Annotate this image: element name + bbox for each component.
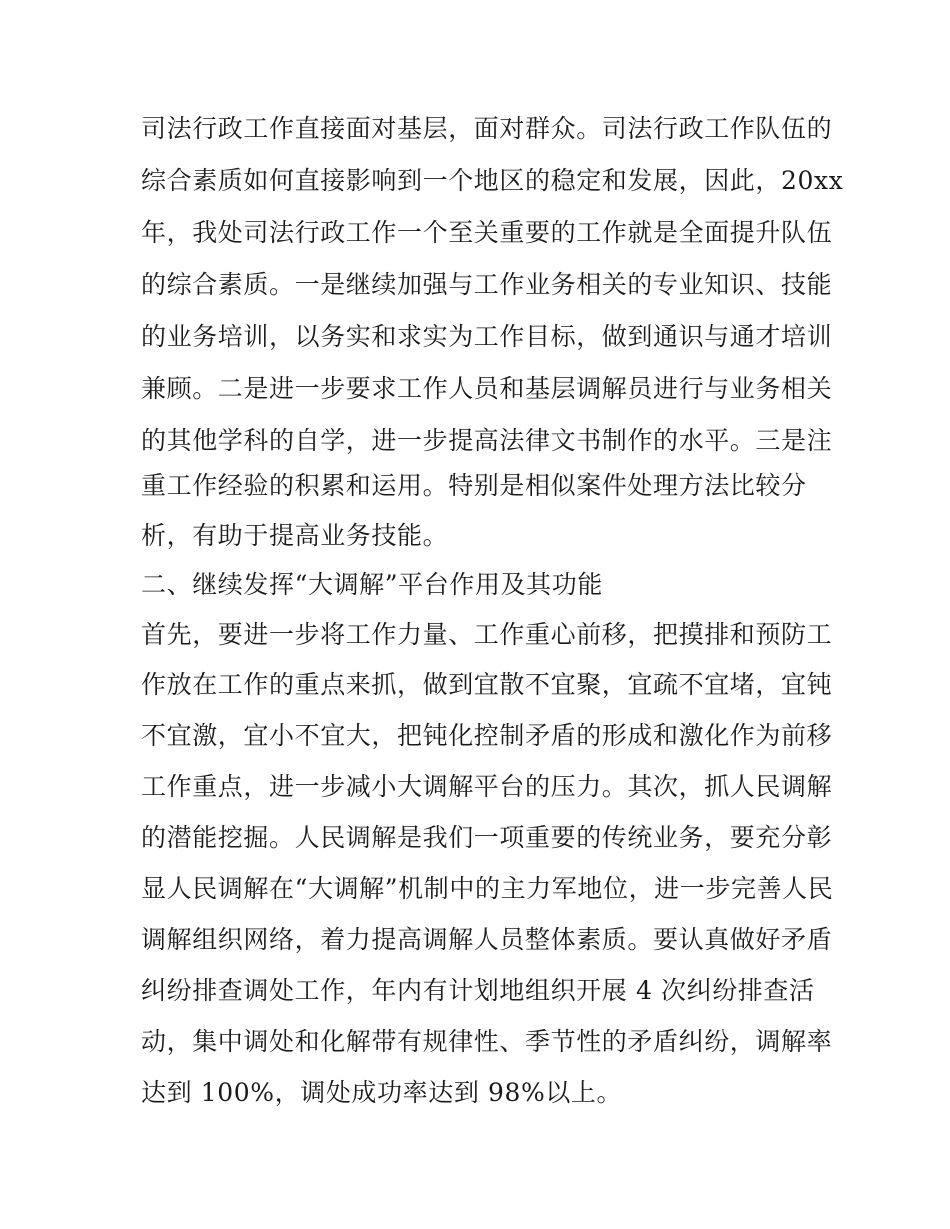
text-line: 重工作经验的积累和运用。特别是相似案件处理方法比较分 (141, 471, 807, 500)
text-line: 不宜激，宜小不宜大，把钝化控制矛盾的形成和激化作为前移 (141, 721, 833, 750)
text-line: 作放在工作的重点来抓，做到宜散不宜聚，宜疏不宜堵，宜钝 (141, 670, 833, 699)
text-line: 的业务培训，以务实和求实为工作目标，做到通识与通才培训 (141, 322, 833, 351)
text-line: 兼顾。二是进一步要求工作人员和基层调解员进行与业务相关 (141, 374, 833, 403)
text-line: 动，集中调处和化解带有规律性、季节性的矛盾纠纷，调解率 (141, 1027, 833, 1056)
text-line: 首先，要进一步将工作力量、工作重心前移，把摸排和预防工 (141, 620, 833, 649)
text-line: 的其他学科的自学，进一步提高法律文书制作的水平。三是注 (141, 426, 833, 455)
text-line: 调解组织网络，着力提高调解人员整体素质。要认真做好矛盾 (141, 925, 833, 954)
text-line: 年，我处司法行政工作一个至关重要的工作就是全面提升队伍 (141, 218, 833, 247)
text-line: 司法行政工作直接面对基层，面对群众。司法行政工作队伍的 (141, 114, 833, 143)
text-line: 析，有助于提高业务技能。 (141, 521, 449, 550)
text-line: 达到 100%，调处成功率达到 98%以上。 (141, 1078, 623, 1107)
text-line: 工作重点，进一步减小大调解平台的压力。其次，抓人民调解 (141, 772, 833, 801)
text-line: 的综合素质。一是继续加强与工作业务相关的专业知识、技能 (141, 270, 833, 299)
text-line: 纠纷排查调处工作，年内有计划地组织开展 4 次纠纷排查活 (141, 976, 815, 1005)
text-line: 显人民调解在“大调解”机制中的主力军地位，进一步完善人民 (141, 874, 834, 903)
text-line: 综合素质如何直接影响到一个地区的稳定和发展，因此，20xx (141, 166, 844, 195)
text-line: 的潜能挖掘。人民调解是我们一项重要的传统业务，要充分彰 (141, 823, 833, 852)
section-heading: 二、继续发挥“大调解”平台作用及其功能 (141, 570, 603, 599)
